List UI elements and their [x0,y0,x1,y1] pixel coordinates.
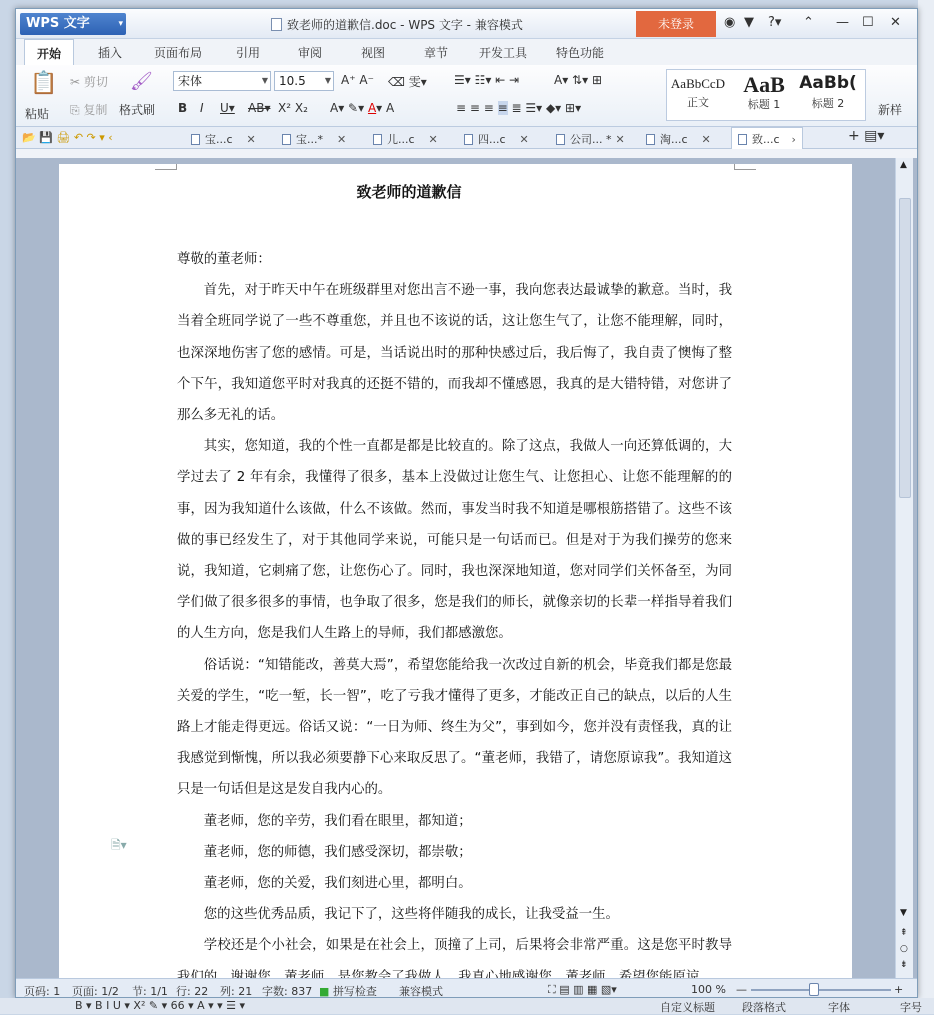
underline-button[interactable]: U▾ [220,101,235,115]
custom-title-select[interactable]: 自定义标题 [660,1001,715,1014]
style-heading-1[interactable] [733,70,795,120]
doc-tab-label: 宝...c [205,133,233,146]
spell-check-label: 拼写检查 [332,985,377,998]
doc-tab-label: 淘...c [660,133,688,146]
chevron-right-icon[interactable]: › [791,133,796,146]
close-icon[interactable]: ✕ [246,133,256,146]
ribbon-tabs [16,39,917,65]
style-heading-2[interactable] [797,70,859,120]
scrollbar-thumb[interactable] [899,198,911,498]
paste-button[interactable]: 粘贴 [25,107,50,121]
doc-tab-label: 致...c [752,133,780,146]
status-row: 行: 22 [176,985,209,998]
maximize-icon[interactable]: ☐ [862,15,874,30]
format-painter-icon[interactable]: 🖌 [130,71,153,92]
font-name-value: 宋体 [178,74,203,88]
doc-tab-label: 宝...* [296,133,323,146]
document-icon [282,134,291,145]
cut-button[interactable]: ✂ 剪切 [70,75,108,89]
view-mode-buttons[interactable]: ⛶ ▤ ▥ ▦ ▧▾ [548,983,617,996]
strikethrough-button[interactable]: AB▾ [248,101,271,115]
doc-tab[interactable] [282,131,346,147]
app-name: WPS 文字 [26,16,90,31]
style-sample: AaB [743,72,785,97]
doc-tab[interactable] [373,131,438,147]
doc-tab[interactable] [646,131,711,147]
next-page-icon[interactable]: ⇟ [900,960,908,970]
document-paragraph[interactable]: 董老师，您的关爱，我们刻进心里，都明白。 [203,876,472,892]
check-square-icon: ■ [319,985,330,998]
clear-format-button[interactable]: ⌫ 雯▾ [388,75,427,89]
tab-view[interactable]: 视图 [361,46,386,60]
close-icon[interactable]: ✕ [337,133,347,146]
format-painter-button[interactable]: 格式刷 [119,103,156,117]
chevron-up-icon[interactable]: ▲ [900,160,907,170]
status-page-number: 页码: 1 [24,985,61,998]
chevron-down-icon: ▼ [324,76,331,85]
paste-icon[interactable]: 📋 [30,71,58,96]
copy-label: 复制 [83,103,108,117]
style-sample: AaBbCcD [670,76,726,91]
close-icon[interactable]: ✕ [701,133,711,146]
close-icon[interactable]: ✕ [519,133,529,146]
style-label: 标题 1 [747,98,781,111]
status-compat-mode: 兼容模式 [399,985,443,998]
align-buttons[interactable]: ≡ ≡ ≡ ≡ ≣ ☰▾ ◆▾ ⊞▾ [456,101,582,115]
doc-tab[interactable] [556,131,625,147]
browse-object-icon[interactable]: ○ [900,944,908,954]
cut-label: 剪切 [83,75,108,89]
background-format-icons: B ▾ B I U ▾ X² ✎ ▾ 66 ▾ A ▾ ▾ ☰ ▾ [75,999,246,1012]
login-button[interactable]: 未登录 [636,11,716,37]
font-name-select[interactable] [173,71,271,91]
style-gallery [666,69,866,121]
close-icon[interactable]: ✕ [428,133,438,146]
wps-writer-window [15,8,918,998]
zoom-in-icon[interactable]: + [894,983,904,996]
document-icon [373,134,382,145]
status-section: 节: 1/1 [132,985,168,998]
document-paragraph[interactable]: 尊敬的董老师： [177,252,271,267]
style-sample: AaBb( [799,73,857,93]
tab-home[interactable]: 开始 [24,39,74,65]
copy-button[interactable]: ⎘ 复制 [70,103,108,117]
tab-references[interactable]: 引用 [236,46,261,60]
font-size-select[interactable] [274,71,334,91]
paragraph-marker-icon[interactable]: 🗎▾ [111,838,127,852]
bold-button[interactable]: B [178,101,188,115]
document-icon [738,134,747,145]
font-select[interactable]: 字体 [828,1001,850,1014]
title-bar [16,9,917,39]
tab-review[interactable]: 审阅 [298,46,323,60]
document-icon [556,134,565,145]
doc-tab-active[interactable] [731,127,803,149]
list-buttons[interactable]: ☰▾ ☷▾ ⇤ ⇥ [454,73,520,87]
zoom-slider[interactable] [751,989,891,991]
tab-insert[interactable]: 插入 [98,46,123,60]
tab-section[interactable]: 章节 [424,46,449,60]
document-paragraph[interactable]: 学校还是个小社会，如果是在社会上，顶撞了上司，后果将会非常严重。这是您平时教导 [203,938,732,954]
chevron-down-icon: ▼ [261,76,268,85]
doc-tab[interactable] [464,131,529,147]
zoom-slider-knob[interactable] [809,983,819,996]
new-tab-icon[interactable]: + ▤▾ [848,128,885,144]
help-icon[interactable]: ?▾ [768,15,782,30]
doc-tab-label: 四...c [478,133,506,146]
document-icon [464,134,473,145]
close-icon[interactable]: ✕ [615,133,625,146]
doc-tab-label: 儿...c [387,133,415,146]
document-paragraph[interactable]: 您的这些优秀品质，我记下了，这些将伴随我的成长，让我受益一生。 [203,907,619,923]
paragraph-tools[interactable]: A▾ ⇅▾ ⊞ [554,73,602,87]
tab-features[interactable]: 特色功能 [556,46,605,60]
zoom-out-icon[interactable]: — [736,983,747,996]
paragraph-format-select[interactable]: 段落格式 [742,1001,786,1014]
document-title: 致老师的道歉信 [356,183,462,201]
ribbon [16,65,917,127]
document-paragraph[interactable]: 董老师，您的辛劳，我们看在眼里，都知道； [203,813,472,829]
zoom-level[interactable]: 100 % [691,983,726,996]
status-word-count[interactable]: 字数: 837 [262,985,313,998]
style-label: 标题 2 [811,97,845,110]
window-title [271,16,523,33]
document-icon [271,18,282,31]
background-window-edge [918,0,934,998]
vertical-scrollbar[interactable] [895,158,913,978]
background-toolbar [0,998,934,1014]
status-pages[interactable]: 页面: 1/2 [72,985,119,998]
font-size-value: 10.5 [279,74,306,88]
open-folder-icon[interactable]: 📂 💾 🖨 ↶ ↷ ▾ ‹ [22,131,113,144]
shirt-icon[interactable]: ▼ [744,15,754,30]
document-paragraph[interactable]: 俗话说：“知错能改，善莫大焉”，希望您能给我一次改过自新的机会，毕竟我们都是您最关爱的学生，“吃一堑，长一智”，吃了亏我才懂得了更多，才能改正自己的缺点，以后的人生路上才能走得更远。俗话又说：“一日为师、终生为父”，事到如今，您并没有责怪我，真的让我感觉到惭愧，所以我必须要静下心来取反思了。“董老师，我错了，请您原谅我”。我知道这只是一句话但是这是发自我内心的。 [177,657,732,798]
status-col: 列: 21 [220,985,253,998]
skin-icon[interactable]: ◉ [724,15,736,30]
close-icon[interactable]: ✕ [890,15,901,30]
minimize-icon[interactable]: — [836,15,849,30]
grow-font-button[interactable]: A⁺ A⁻ [341,73,374,87]
doc-tab-label: 公司... * [570,133,612,146]
document-body[interactable] [177,244,732,993]
style-label: 正文 [687,96,709,109]
chevron-down-icon[interactable]: ▼ [900,908,907,918]
document-icon [191,134,200,145]
tab-page-layout[interactable]: 页面布局 [154,46,203,60]
document-paragraph[interactable]: 首先，对于昨天中午在班级群里对您出言不逊一事，我向您表达最诚挚的歉意。当时，我当着全班同学说了一些不尊重您，并且也不该说的话，这让您生气了，让您不能理解，同时，也深深地伤害了您的感情。可是，当话说出时的那种快感过后，我后悔了，我自责了懊悔了整个下午，我知道您平时对我真的还挺不错的，而我却不懂感恩，我真的是大错特错，对您讲了那么多无礼的话。 [177,283,732,424]
document-page[interactable] [59,164,852,984]
spell-check-toggle[interactable] [319,983,377,998]
italic-button[interactable]: I [200,101,204,115]
style-normal[interactable] [667,70,729,120]
prev-page-icon[interactable]: ⇞ [900,928,908,938]
document-paragraph[interactable]: 董老师，您的师德，我们感受深切，都崇敬； [203,844,472,860]
doc-tab[interactable] [191,131,256,147]
font-size-label[interactable]: 字号 [900,1001,922,1014]
document-area [16,158,918,978]
corner-mark [155,164,177,170]
corner-mark [734,164,756,170]
chevron-down-icon: ▾ [118,19,123,29]
document-icon [646,134,655,145]
window-title-text: 致老师的道歉信.doc - WPS 文字 - 兼容模式 [287,18,523,32]
tab-developer[interactable]: 开发工具 [479,46,528,60]
document-paragraph[interactable]: 其实，您知道，我的个性一直都是都是比较直的。除了这点，我做人一向还算低调的，大学过去了 2 年有余，我懂得了很多，基本上没做过让您生气、让您担心、让您不能理解的的事，因为我知道什么该做，什么不该做。然而，事发当时我不知道是哪根筋搭错了。这些不该做的事已经发生了，对于其他同学来说，可能只是一句话而已。但是对于为我们操劳的您来说，我知道，它刺痛了您，让您伤心了。同时，我也深深地知道，您对同学们关怀备至，为同学们做了很多很多的事情，也争取了很多，您是我们的师长，就像亲切的长辈一样指导着我们的人生方向，您是我们人生路上的导师，我们都感激您。 [177,439,732,642]
status-bar [16,978,918,998]
collapse-ribbon-icon[interactable]: ⌃ [803,15,814,30]
document-tab-bar [16,127,917,149]
app-menu-button[interactable] [20,13,126,35]
new-style-button[interactable]: 新样 [878,103,903,117]
superscript-button[interactable]: X² X₂ [278,101,308,115]
text-effect-button[interactable]: A▾ ✎▾ A▾ A [330,101,395,115]
